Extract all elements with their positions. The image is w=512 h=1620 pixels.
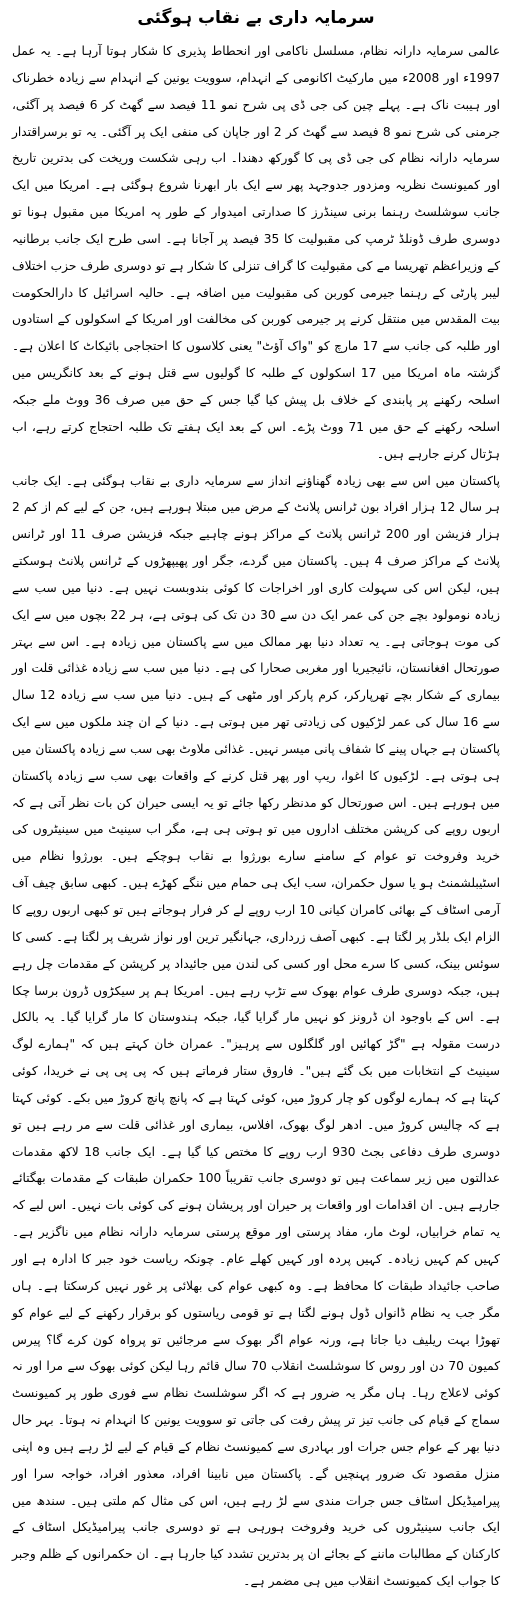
article-paragraph-2: پاکستان میں اس سے بھی زیادہ گھناؤنے انداز سے سرمایہ داری بے نقاب ہوگئی ہے۔ ایک جانب ہر سال 12 ہزار افراد بون ٹرانس پلانٹ کے مرض میں مبتلا ہورہے ہیں، جن کے لیے کم از کم 2 ہزار فزیشن اور 200 ٹرانس پلانٹ کے مراکز ہونے چاہیے جبکہ فزیشن صرف 11 اور ٹرانس پلانٹ کے مراکز صرف 4 ہیں۔ پاکستان میں گردے، جگر اور پھیپھڑوں کے ٹرانس پلانٹ ہوسکتے ہیں، لیکن اس کی سہولت کاری اور اخراجات کا کوئی بندوبست نہیں ہے۔ دنیا میں سب سے زیادہ نومولود بچے جن کی عمر ایک دن سے 30 دن تک کی ہوتی ہے، ہر 22 بچوں میں سے ایک کی موت ہوجاتی ہے۔ یہ تعداد دنیا بھر ممالک میں سے پاکستان میں زیادہ ہے۔ اس سے بہتر صورتحال افغانستان، نائیجیریا اور مغربی صحارا کی ہے۔ دنیا میں سب سے زیادہ غذائی قلت اور بیماری کے شکار بچے تھرپارکر، کرم پارکر اور مٹھی کے ہیں۔ دنیا میں سب سے زیادہ 12 سال سے 16 سال کی عمر لڑکیوں کی زیادتی تھر میں ہوتی ہے۔ دنیا کے ان چند ملکوں میں سے ایک پاکستان ہے جہاں پینے کا شفاف پانی میسر نہیں۔ غذائی ملاوٹ بھی سب سے زیادہ پاکستان میں ہی ہوتی ہے۔ لڑکیوں کا اغوا، ریپ اور پھر قتل کرنے کے واقعات بھی سب سے زیادہ پاکستان میں ہورہے ہیں۔ اس صورتحال کو مدنظر رکھا جائے تو یہ ایسی حیران کن بات نظر آتی ہے کہ اربوں روپے کی کرپشن مختلف اداروں میں تو ہوتی ہی ہے، مگر اب سینیٹ میں سینیٹروں کی خرید وفروخت تو عوام کے سامنے سارے بورژوا بے نقاب ہوچکے ہیں۔ بورژوا نظام میں اسٹیبلشمنٹ ہو یا سول حکمران، سب ایک ہی حمام میں ننگے کھڑے ہیں۔ کبھی سابق چیف آف آرمی اسٹاف کے بھائی کامران کیانی 10 ارب روپے لے کر فرار ہوجاتے ہیں تو کبھی اربوں روپے کا الزام ایک بلڈر پر لگتا ہے۔ کبھی آصف زرداری، جہانگیر ترین اور نواز شریف پر لگتا ہے۔ کسی کا سوئس بینک، کسی کا سرے محل اور کسی کی لندن میں جائیداد پر کرپشن کے مقدمات چل رہے ہیں، جبکہ دوسری طرف عوام بھوک سے تڑپ رہے ہیں۔ امریکا ہم پر سیکڑوں ڈرون برسا چکا ہے۔ اس کے باوجود ان ڈرونز کو نہیں مار گرایا گیا، جبکہ ہندوستان کا مار گرایا گیا۔ یہ بالکل درست مقولہ ہے "گڑ کھائیں اور گلگلوں سے پرہیز"۔ عمران خان کہتے ہیں کہ "ہمارے لوگ سینیٹ کے انتخابات میں بک گئے ہیں"۔ فاروق ستار فرماتے ہیں کہ پی پی پی نے خریدا، کوئی کہتا ہے کہ ہمارے لوگوں کو چار کروڑ میں، کوئی کہتا ہے کہ پانچ پانچ کروڑ میں بکے۔ کوئی کہتا ہے کہ چالیس کروڑ میں۔ ادھر لوگ بھوک، افلاس، بیماری اور غذائی قلت سے مر رہے ہیں تو دوسری طرف دفاعی بجٹ 930 ارب روپے کا مختص کیا گیا ہے۔ ایک جانب 18 لاکھ مقدمات عدالتوں میں زیر سماعت ہیں تو دوسری جانب تقریباً 100 حکمران طبقات کے مقدمات بھگتائے جارہے ہیں۔ ان اقدامات اور واقعات پر حیران اور پریشان ہونے کی کوئی بات نہیں۔ اس لیے کہ یہ تمام خرابیاں، لوٹ مار، مفاد پرستی اور موقع پرستی سرمایہ دارانہ نظام میں ناگزیر ہے۔ کہیں کم کہیں زیادہ۔ کہیں پردہ اور کہیں کھلے عام۔ چونکہ ریاست خود جبر کا ادارہ ہے اور صاحب جائیداد طبقات کا محافظ ہے۔ وہ کبھی عوام کی بھلائی پر غور نہیں کرسکتا ہے۔ ہاں مگر جب یہ نظام ڈانواں ڈول ہونے لگتا ہے تو قومی ریاستوں کو برقرار رکھنے کے لیے عوام کو تھوڑا بہت ریلیف دیا جاتا ہے، ورنہ عوام اگر بھوک سے مرجائیں تو پرواہ کون کرے گا؟ پیرس کمیون 70 دن اور روس کا سوشلسٹ انقلاب 70 سال قائم رہا لیکن کوئی بھوک سے مرا اور نہ کوئی لاعلاج رہا۔ ہاں مگر یہ ضرور ہے کہ اگر سوشلسٹ نظام سے فوری طور پر کمیونسٹ سماج کے قیام کی جانب تیز تر پیش رفت کی جاتی تو سوویت یونین کا انہدام نہ ہوتا۔ بہر حال دنیا بھر کے عوام جس جرات اور بہادری سے کمیونسٹ نظام کے قیام کے لیے لڑ رہے ہیں وہ اپنی منزل مقصود تک ضرور پہنچیں گے۔ پاکستان میں نابینا افراد، معذور افراد، خواجہ سرا اور پیرامیڈیکل اسٹاف جس جرات مندی سے لڑ رہے ہیں، اس کی مثال کم ملتی ہیں۔ سندھ میں ایک جانب سینیٹروں کی خرید وفروخت ہورہی ہے تو دوسری جانب پیرامیڈیکل اسٹاف کے کارکنان کے مطالبات ماننے کے بجائے ان پر بدترین تشدد کیا جارہا ہے۔ ان حکمرانوں کے ظلم وجبر کا جواب ایک کمیونسٹ انقلاب میں ہی مضمر ہے۔ — [12, 473, 501, 1589]
article-body — [12, 38, 500, 1595]
article-headline: سرمایہ داری بے نقاب ہوگئی — [137, 8, 375, 28]
article-paragraph-1: عالمی سرمایہ دارانہ نظام، مسلسل ناکامی اور انحطاط پذیری کا شکار ہوتا آرہا ہے۔ یہ عمل 1997ء اور 2008ء میں مارکیٹ اکانومی کے انہدام، سوویت یونین کے انہدام سے زیادہ خطرناک اور ہیبت ناک ہے۔ پہلے چین کی جی ڈی پی شرح نمو 11 فیصد سے گھٹ کر 6 فیصد پر آگئی، جرمنی کی شرح نمو 8 فیصد سے گھٹ کر 2 اور جاپان کی منفی ایک پر آگئی۔ یہ تو برسراقتدار سرمایہ دارانہ نظام کی جی ڈی پی کا گورکھ دھندا۔ اب رہی شکست وریخت کی بدترین تاریخ اور کمیونسٹ نظریہ ومزدور جدوجہد پھر سے ایک بار ابھرنا شروع ہوگئی ہے۔ امریکا میں ایک جانب سوشلسٹ رہنما برنی سینڈرز کا صدارتی امیدوار کے طور پہ امریکا میں مقبول ہونا تو دوسری طرف ڈونلڈ ٹرمپ کی مقبولیت کا 35 فیصد پر آجانا ہے۔ اسی طرح ایک جانب برطانیہ کے وزیراعظم تھریسا مے کی مقبولیت کا گراف تنزلی کا شکار ہے تو دوسری طرف حزب اختلاف لیبر پارٹی کے رہنما جیرمی کوربن کی مقبولیت میں اضافہ ہے۔ حالیہ اسرائیل کا دارالحکومت بیت المقدس میں منتقل کرنے پر جیرمی کوربن کی مخالفت اور امریکا کے اسکولوں کے استادوں اور طلبہ کی جانب سے 17 مارچ کو "واک آؤٹ" یعنی کلاسوں کا احتجاجی بائیکاٹ کا اعلان ہے۔ گزشتہ ماہ امریکا میں 17 اسکولوں کے طلبہ کا گولیوں سے قتل ہونے کے بعد کانگریس میں اسلحہ رکھنے پر پابندی کے خلاف بل پیش کیا گیا جس کے حق میں صرف 36 ووٹ ملے جبکہ اسلحہ رکھنے کے حق میں 71 ووٹ پڑے۔ اس کے بعد ایک ہفتے تک طلبہ احتجاج کرتے رہے، اب ہڑتال کرنے جارہے ہیں۔ — [12, 44, 501, 461]
